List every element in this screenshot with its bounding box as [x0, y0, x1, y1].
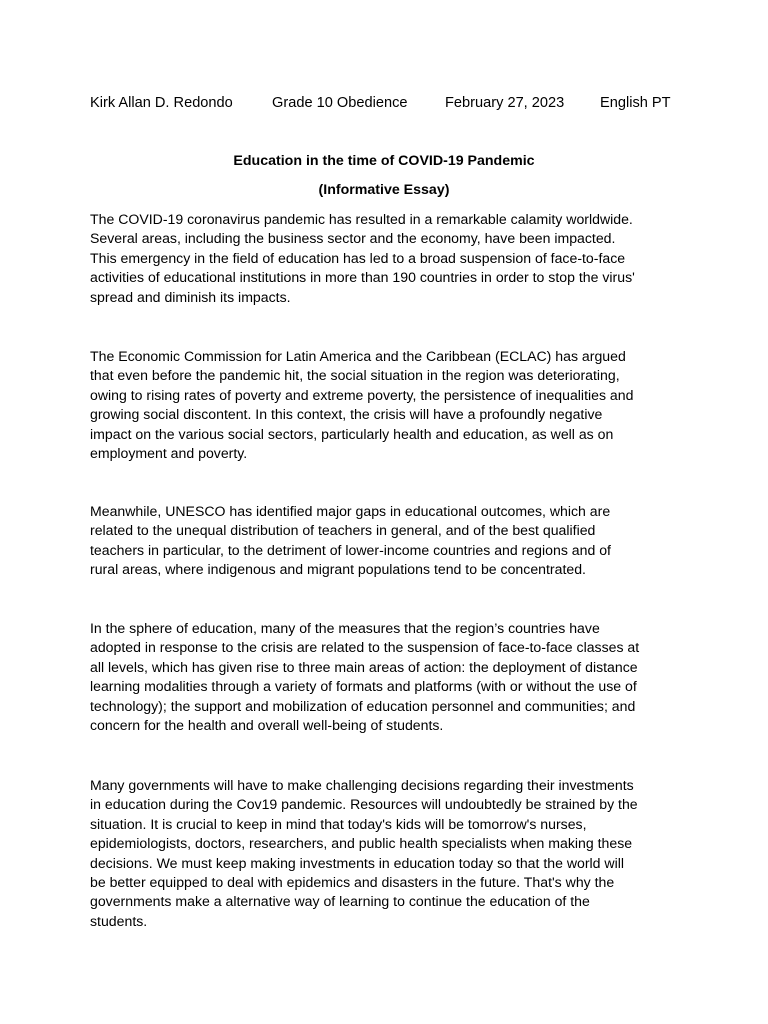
paragraph-5: Many governments will have to make challenging decisions regarding their investments in education during the Cov19 pandemic. Resources will undoubtedly be strained by the situation. It is crucial to keep in mind that today's kids will be tomorrow's nurses, epidemiologists, doctors, researchers, and public health specialists when making these decisions. We must keep making investments in education today so that the world will be better equipped to deal with epidemics and disasters in the future. That's why the governments make a alternative way of learning to continue the education of the students.: [90, 777, 638, 929]
grade-section: Grade 10 Obedience: [272, 95, 408, 111]
essay-subtitle: (Informative Essay): [318, 182, 450, 198]
paragraph-2: The Economic Commission for Latin America and the Caribbean (ECLAC) has argued that even before the pandemic hit, the social situation in the region was deteriorating, owing to rising rates of poverty and extreme poverty, the persistence of inequalities and growing social discontent. In this context, the crisis will have a profoundly negative impact on the various social sectors, particularly health and education, as well as on employment and poverty.: [90, 348, 634, 462]
subject-label: English PT: [600, 95, 671, 111]
essay-title: Education in the time of COVID-19 Pandemic: [233, 153, 535, 169]
document-date: February 27, 2023: [445, 95, 565, 111]
student-name: Kirk Allan D. Redondo: [90, 95, 233, 111]
document-header: [90, 93, 690, 113]
paragraph-3: Meanwhile, UNESCO has identified major gaps in educational outcomes, which are related to the unequal distribution of teachers in general, and of the best qualified teachers in particular, to the detriment of lower-income countries and regions and of rural areas, where indigenous and migrant populations tend to be concentrated.: [90, 503, 611, 578]
paragraph-4: In the sphere of education, many of the measures that the region’s countries have adopted in response to the crisis are related to the suspension of face-to-face classes at all levels, which has given rise to three main areas of action: the deployment of distance learning modalities through a variety of formats and platforms (with or without the use of technology); the support and mobilization of education personnel and communities; and concern for the health and overall well-being of students.: [90, 620, 640, 734]
paragraph-1: The COVID-19 coronavirus pandemic has resulted in a remarkable calamity worldwide. Several areas, including the business sector and the economy, have been impacted. This emergency in the field of education has led to a broad suspension of face-to-face activities of educational institutions in more than 190 countries in order to stop the virus' spread and diminish its impacts.: [90, 211, 635, 305]
